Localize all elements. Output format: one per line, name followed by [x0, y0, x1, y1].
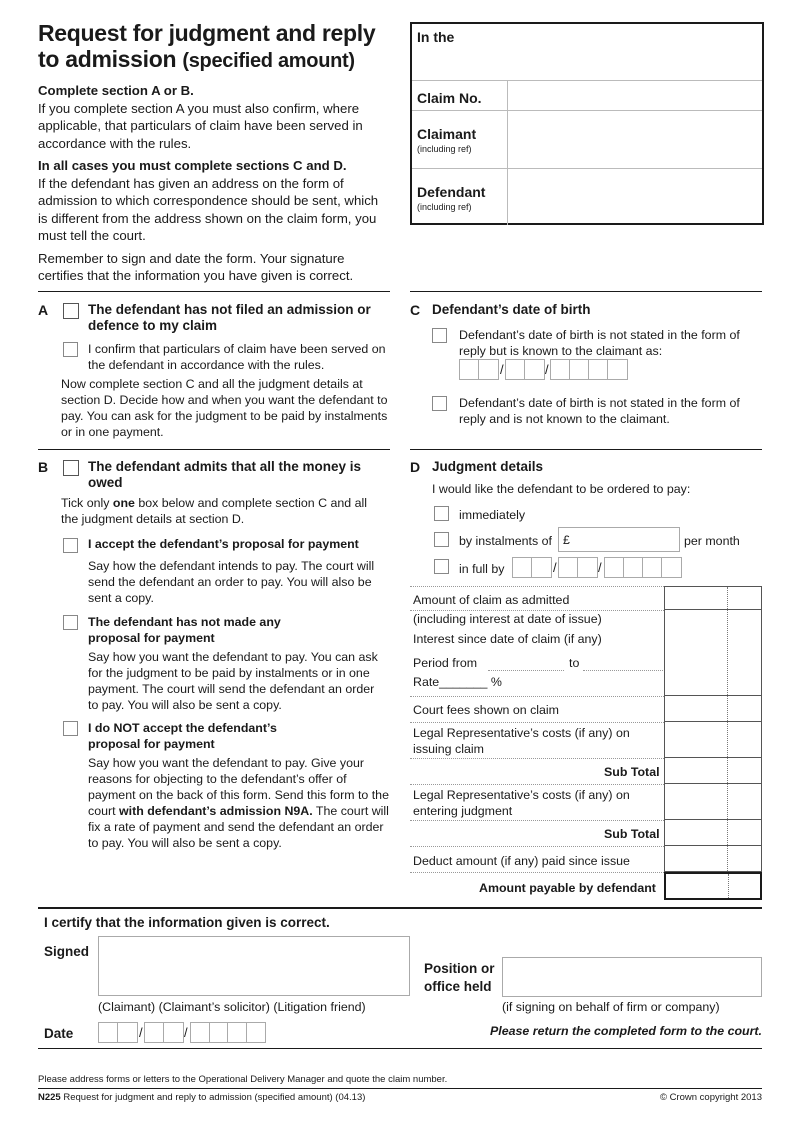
- confirm-particulars-text: I confirm that particulars of claim have been served on the defendant in accordance with the rules.: [88, 342, 386, 372]
- section-b-title: The defendant admits that all the money is owed: [88, 459, 362, 490]
- claim-no-field[interactable]: [509, 81, 761, 109]
- sign-date-year-input[interactable]: [190, 1022, 266, 1043]
- pound-symbol: £: [563, 533, 570, 547]
- title-main: Request for judgment and reply to admission: [38, 20, 376, 72]
- section-b-checkbox[interactable]: [63, 460, 79, 476]
- not-accept-proposal-checkbox[interactable]: [63, 721, 78, 736]
- signed-label: Signed: [44, 944, 90, 959]
- accept-proposal-text: Say how the defendant intends to pay. The court will send the defendant an order to pay. You will also be sent a copy.: [88, 559, 375, 605]
- section-c-title: Defendant’s date of birth: [432, 302, 591, 317]
- dob-unknown-text: Defendant’s date of birth is not stated in the form of reply and is not known to the claimant.: [459, 396, 740, 426]
- date-separator: /: [184, 1025, 188, 1040]
- subtotal-1-amount[interactable]: [664, 758, 762, 784]
- title-sub: (specified amount): [182, 50, 355, 72]
- divider: [38, 907, 762, 909]
- intro-p3: Remember to sign and date the form. Your signature certifies that the information you have given is correct.: [38, 250, 354, 283]
- section-b-letter: B: [38, 459, 49, 475]
- dob-known-checkbox[interactable]: [432, 328, 447, 343]
- dob-unknown-checkbox[interactable]: [432, 396, 447, 411]
- intro-p1: If you complete section A you must also confirm, where applicable, that particulars of claim have been served in accordance with the rules.: [38, 100, 363, 151]
- section-a-note: Now complete section C and all the judgment details at section D. Decide how and when you want the defendant to pay. You can ask for the judgment to be paid by instalments or in one payment.: [61, 377, 388, 439]
- intro-p2-bold: In all cases you must complete sections C and D.: [38, 158, 347, 173]
- claim-no-label: Claim No.: [417, 90, 482, 106]
- interest-label: Interest since date of claim (if any): [413, 632, 602, 646]
- certify-heading: I certify that the information given is correct.: [44, 915, 330, 930]
- dob-month-input[interactable]: [505, 359, 545, 380]
- in-full-checkbox[interactable]: [434, 559, 449, 574]
- legal-issuing-amount[interactable]: [664, 722, 762, 758]
- form-code: N225: [38, 1092, 61, 1103]
- divider: [38, 1088, 762, 1089]
- subtotal-2-amount[interactable]: [664, 820, 762, 846]
- date-separator: /: [598, 560, 602, 575]
- date-separator: /: [139, 1025, 143, 1040]
- not-accept-proposal-title: I do NOT accept the defendant’s proposal for payment: [88, 721, 277, 751]
- footer-form-info: [38, 1092, 365, 1103]
- section-d-title: Judgment details: [432, 459, 544, 474]
- section-a-title: The defendant has not filed an admission or defence to my claim: [88, 302, 371, 333]
- court-fees-label: Court fees shown on claim: [413, 703, 560, 717]
- footer-address-note: Please address forms or letters to the Operational Delivery Manager and quote the claim number.: [38, 1074, 448, 1085]
- intro-p2: If the defendant has given an address on the form of admission to which correspondence should be sent, which is different from the address shown on the claim form, you must tell the court.: [38, 175, 379, 243]
- claimant-label: Claimant: [417, 126, 477, 142]
- dob-day-input[interactable]: [459, 359, 499, 380]
- in-full-month-input[interactable]: [558, 557, 598, 578]
- immediately-label: immediately: [459, 508, 526, 522]
- form-title: [38, 20, 398, 74]
- claimant-field[interactable]: [509, 111, 761, 167]
- date-separator: /: [553, 560, 557, 575]
- in-full-label: in full by: [459, 562, 505, 576]
- in-the-label: In the: [417, 29, 455, 45]
- signed-caption: (Claimant) (Claimant’s solicitor) (Litigation friend): [98, 1000, 366, 1014]
- signature-field[interactable]: [98, 936, 410, 996]
- in-full-year-input[interactable]: [604, 557, 682, 578]
- form-name: Request for judgment and reply to admission (specified amount) (04.13): [60, 1092, 366, 1103]
- divider: [38, 1048, 762, 1049]
- deduct-amount[interactable]: [664, 846, 762, 872]
- in-full-day-input[interactable]: [512, 557, 552, 578]
- defendant-sublabel: (including ref): [417, 202, 472, 212]
- no-proposal-title: The defendant has not made any proposal for payment: [88, 615, 281, 645]
- position-label-1: Position or: [424, 961, 495, 976]
- return-note: Please return the completed form to the court.: [490, 1024, 762, 1038]
- position-field[interactable]: [502, 957, 762, 997]
- sign-date-day-input[interactable]: [98, 1022, 138, 1043]
- legal-entering-amount[interactable]: [664, 784, 762, 820]
- legal-issuing-label: Legal Representative’s costs (if any) on issuing claim: [413, 726, 630, 756]
- claim-admitted-label: Amount of claim as admitted: [413, 593, 570, 607]
- no-proposal-checkbox[interactable]: [63, 615, 78, 630]
- accept-proposal-checkbox[interactable]: [63, 538, 78, 553]
- divider: [410, 291, 762, 292]
- defendant-field[interactable]: [509, 169, 761, 224]
- instalments-label: by instalments of: [459, 534, 552, 548]
- dob-year-input[interactable]: [550, 359, 628, 380]
- subtotal-2-label: Sub Total: [604, 827, 660, 841]
- instalments-checkbox[interactable]: [434, 532, 449, 547]
- no-proposal-text: Say how you want the defendant to pay. You can ask for the judgment to be paid by instalments or in one payment. The court will send the defendant an order to pay. You will also be sent a copy.: [88, 650, 378, 712]
- intro-p1-bold: Complete section A or B.: [38, 83, 194, 98]
- amount-payable-amount[interactable]: [664, 872, 762, 900]
- position-caption: (if signing on behalf of firm or company): [502, 1000, 720, 1014]
- date-label: Date: [44, 1026, 74, 1041]
- dob-known-text: Defendant’s date of birth is not stated in the form of reply but is known to the claimant as:: [459, 328, 740, 358]
- section-d-letter: D: [410, 459, 421, 475]
- period-from-label: Period from: [413, 656, 478, 670]
- position-label-2: office held: [424, 979, 492, 994]
- date-separator: /: [500, 362, 504, 377]
- per-month-label: per month: [684, 534, 740, 548]
- amount-payable-label: Amount payable by defendant: [479, 881, 656, 895]
- divider: [410, 449, 762, 450]
- date-separator: /: [545, 362, 549, 377]
- not-accept-proposal-text: Say how you want the defendant to pay. Give your reasons for objecting to the defendant’s offer of payment on the back of this form. Send this form to the court with defendant’s admission N9A. The court will fix a rate of payment and send the defendant an order to pay. You will also be sent a copy.: [88, 756, 389, 850]
- claimant-sublabel: (including ref): [417, 144, 472, 154]
- claim-header-box: [410, 22, 764, 225]
- judgment-intro: I would like the defendant to be ordered to pay:: [432, 482, 691, 496]
- legal-entering-label: Legal Representative’s costs (if any) on entering judgment: [413, 788, 630, 818]
- section-b-tick-instructions: Tick only one box below and complete section C and all the judgment details at section D.: [61, 496, 368, 526]
- divider: [38, 291, 390, 292]
- section-a-letter: A: [38, 302, 49, 318]
- sign-date-month-input[interactable]: [144, 1022, 184, 1043]
- interest-amount[interactable]: [664, 610, 762, 696]
- court-fees-amount[interactable]: [664, 696, 762, 722]
- section-a-checkbox[interactable]: [63, 303, 79, 319]
- rate-label: Rate_______ %: [413, 675, 502, 689]
- subtotal-1-label: Sub Total: [604, 765, 660, 779]
- period-to-label: to: [569, 656, 580, 670]
- claim-admitted-amount[interactable]: [664, 586, 762, 610]
- accept-proposal-title: I accept the defendant’s proposal for payment: [88, 537, 359, 551]
- section-c-letter: C: [410, 302, 421, 318]
- intro-instructions: [38, 82, 388, 290]
- instalment-amount-input[interactable]: [558, 527, 680, 552]
- divider: [38, 449, 390, 450]
- deduct-label: Deduct amount (if any) paid since issue: [413, 854, 630, 868]
- claim-admitted-sublabel: (including interest at date of issue): [413, 612, 602, 626]
- immediately-checkbox[interactable]: [434, 506, 449, 521]
- confirm-particulars-checkbox[interactable]: [63, 342, 78, 357]
- defendant-label: Defendant: [417, 184, 486, 200]
- footer-copyright: © Crown copyright 2013: [659, 1092, 762, 1103]
